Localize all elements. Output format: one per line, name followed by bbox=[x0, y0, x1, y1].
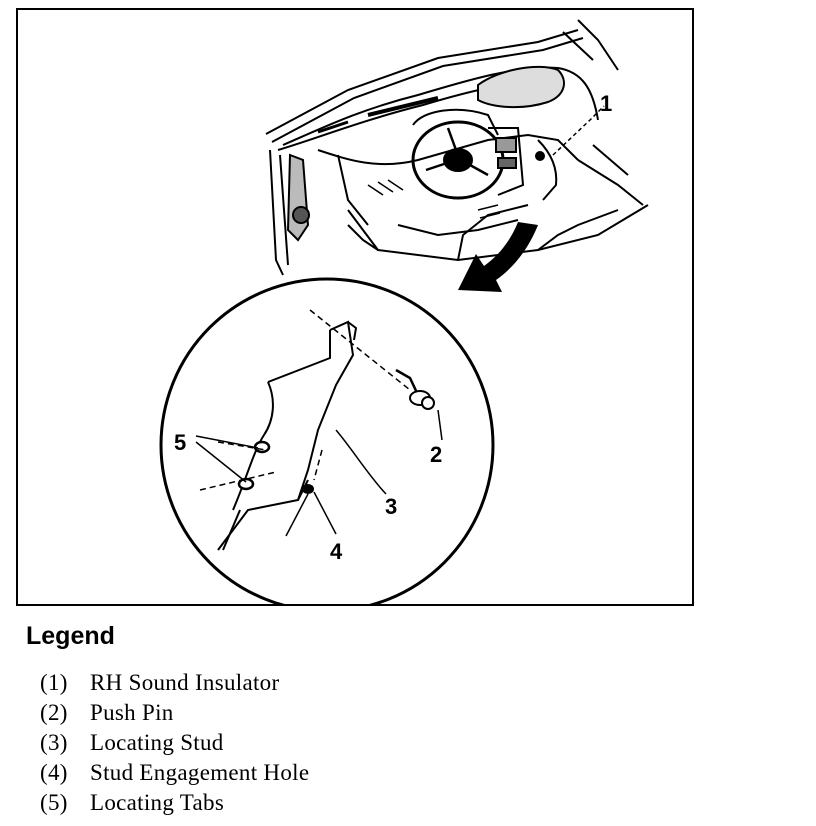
callout-3: 3 bbox=[385, 494, 398, 519]
legend-item-number: (5) bbox=[40, 790, 68, 815]
legend-item-number: (4) bbox=[40, 760, 68, 785]
callout-2: 2 bbox=[430, 442, 443, 467]
legend-item-label: Locating Tabs bbox=[90, 790, 225, 815]
callout-4: 4 bbox=[330, 539, 343, 564]
legend-item bbox=[40, 758, 309, 788]
dashboard-drawing bbox=[266, 20, 648, 275]
legend-item bbox=[40, 698, 309, 728]
diagram-frame bbox=[16, 8, 694, 606]
callout-5: 5 bbox=[174, 430, 187, 455]
instrument-panel-illustration bbox=[18, 10, 692, 604]
legend-item-number: (3) bbox=[40, 730, 68, 755]
callout-1: 1 bbox=[600, 91, 613, 116]
legend-item-number: (2) bbox=[40, 700, 68, 725]
legend-item-number: (1) bbox=[40, 670, 68, 695]
legend-item-label: Stud Engagement Hole bbox=[90, 760, 310, 785]
legend-item-label: RH Sound Insulator bbox=[90, 670, 280, 695]
legend-list bbox=[40, 668, 309, 818]
legend-item bbox=[40, 668, 309, 698]
detail-circle bbox=[161, 279, 493, 604]
legend-title: Legend bbox=[26, 622, 115, 650]
legend-item-label: Locating Stud bbox=[90, 730, 224, 755]
legend-item-label: Push Pin bbox=[90, 700, 174, 725]
detail-arrow bbox=[458, 222, 538, 292]
legend-item bbox=[40, 788, 309, 818]
legend-item bbox=[40, 728, 309, 758]
